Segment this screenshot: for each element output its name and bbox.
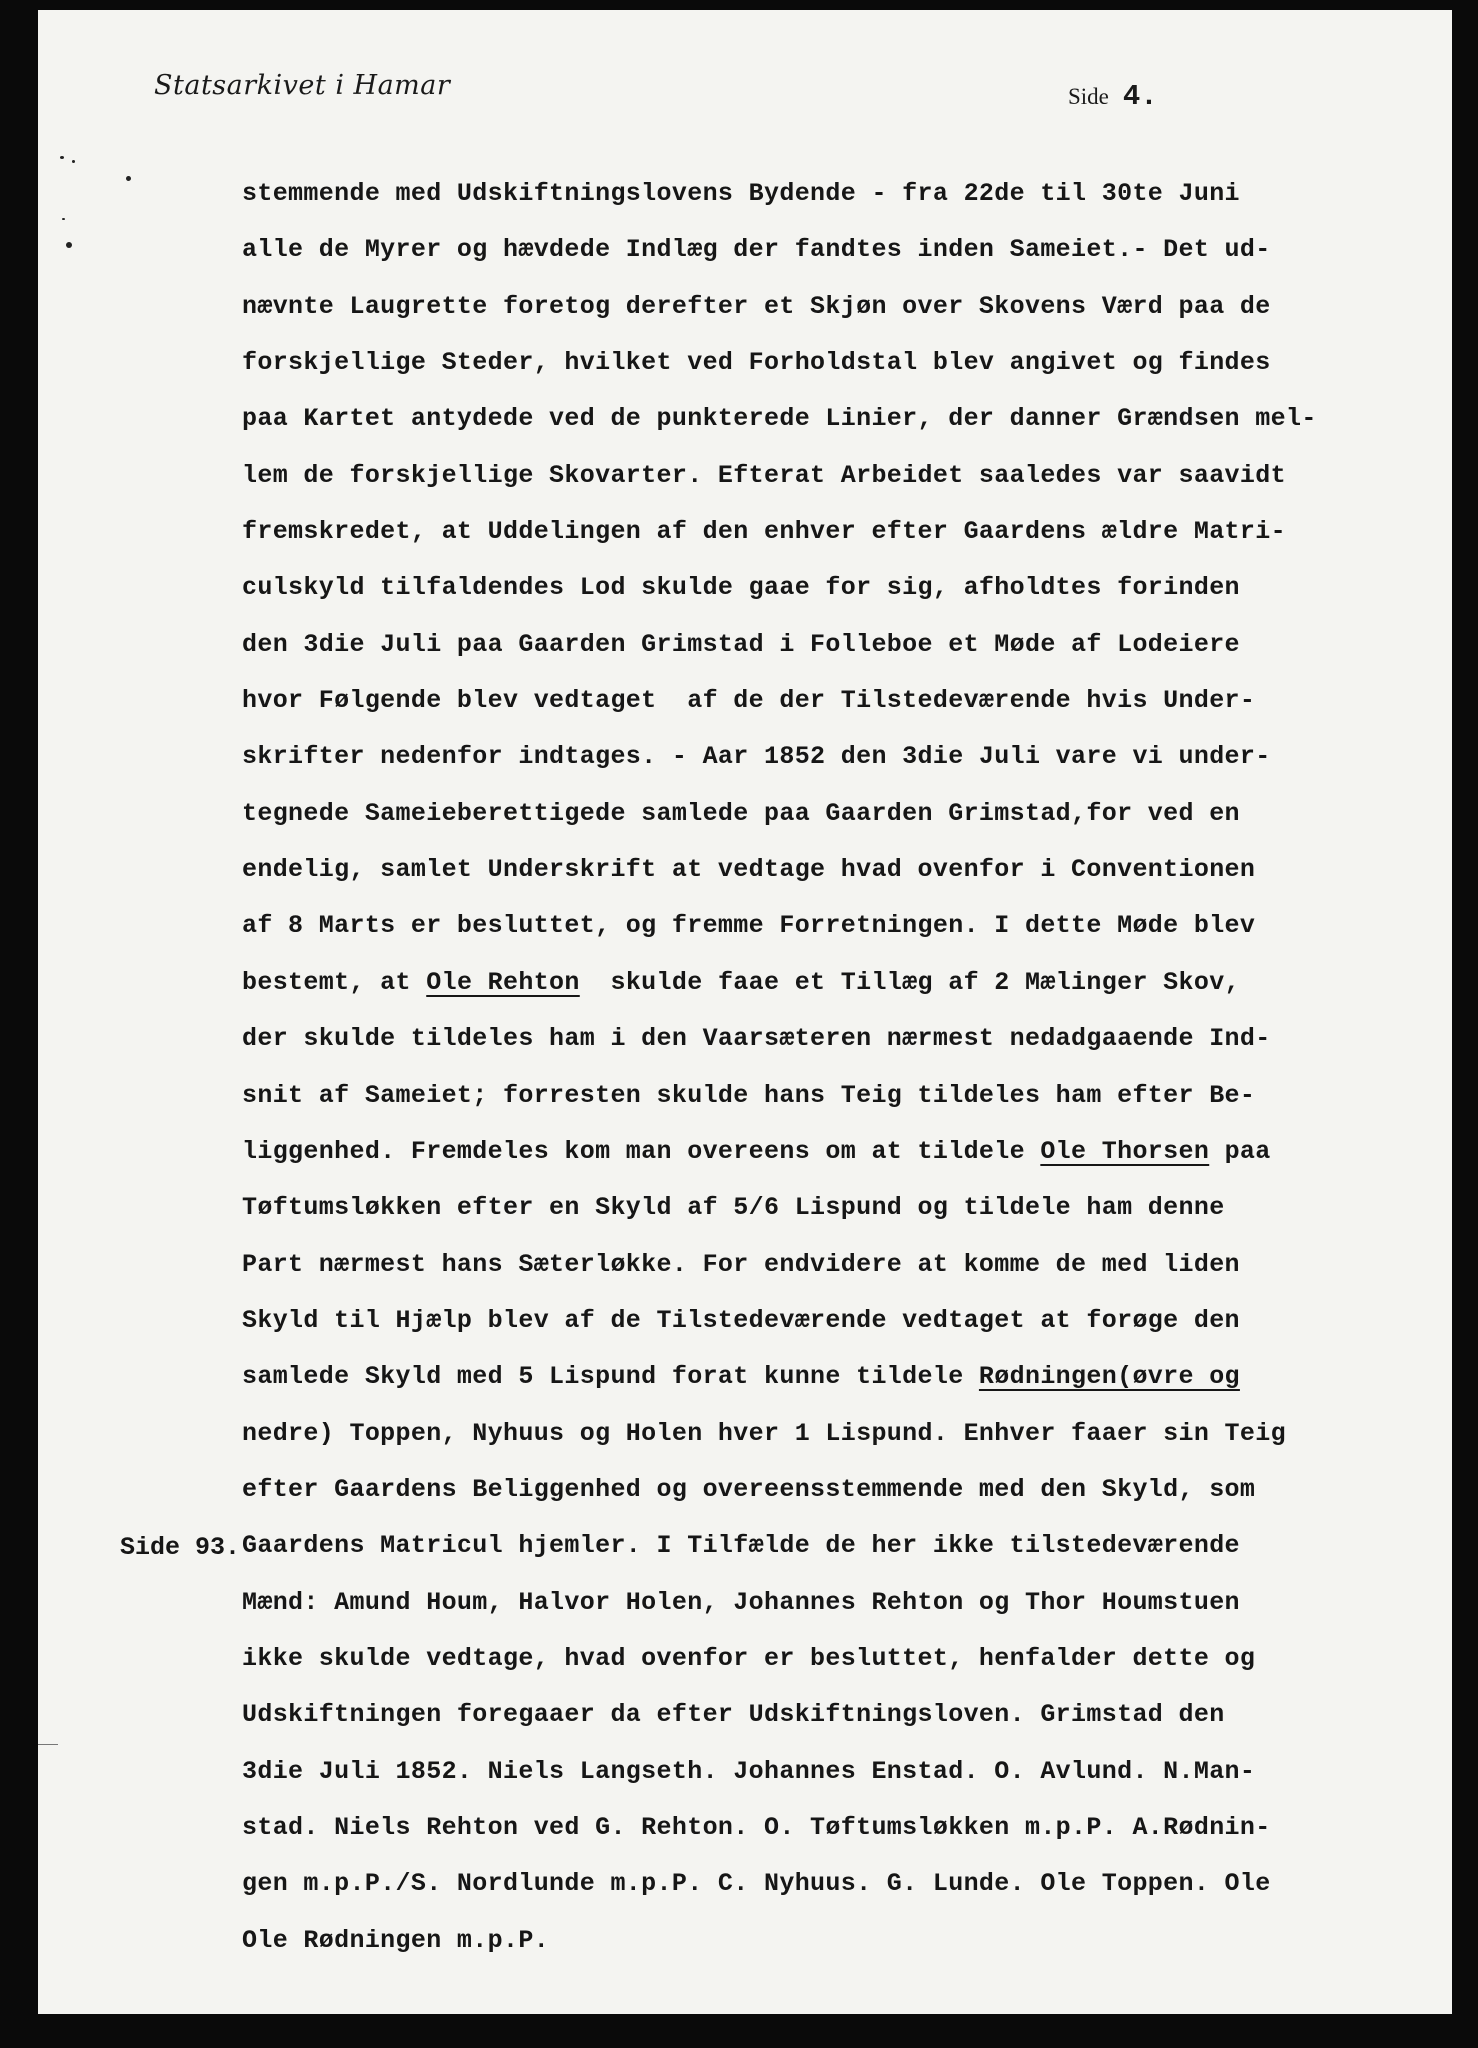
text-line xyxy=(242,1687,1422,1743)
text-line xyxy=(242,1744,1422,1800)
text-line xyxy=(242,1237,1422,1293)
text-line xyxy=(242,1180,1422,1236)
hole-punch-mark xyxy=(72,160,75,163)
text-segment: paa Kartet antydede ved de punkterede Linier, der danner Grændsen mel- xyxy=(242,404,1317,434)
text-line xyxy=(242,898,1422,954)
text-segment: Ole Rødningen m.p.P. xyxy=(242,1925,550,1955)
text-segment: culskyld tilfaldendes Lod skulde gaae for sig, afholdtes forinden xyxy=(242,573,1240,603)
text-line xyxy=(242,1124,1422,1180)
text-segment: nedre) Toppen, Nyhuus og Holen hver 1 Lispund. Enhver faaer sin Teig xyxy=(242,1418,1286,1448)
text-segment: ikke skulde vedtage, hvad ovenfor er besluttet, henfalder dette og xyxy=(242,1643,1256,1673)
text-segment: alle de Myrer og hævdede Indlæg der fandtes inden Sameiet.- Det ud- xyxy=(242,235,1271,265)
hole-punch-mark xyxy=(62,218,65,220)
text-segment: Skyld til Hjælp blev af de Tilstedeværende vedtaget at forøge den xyxy=(242,1305,1240,1335)
text-segment: snit af Sameiet; forresten skulde hans Teig tildeles ham efter Be- xyxy=(242,1080,1256,1110)
text-segment: Udskiftningen foregaaer da efter Udskiftningsloven. Grimstad den xyxy=(242,1700,1225,1730)
text-line xyxy=(242,391,1422,447)
text-line xyxy=(242,1518,1422,1574)
archive-header: Statsarkivet i Hamar xyxy=(154,70,451,101)
text-line xyxy=(242,448,1422,504)
text-segment: Part nærmest hans Sæterløkke. For endvidere at komme de med liden xyxy=(242,1249,1240,1279)
margin-page-reference: Side 93. xyxy=(120,1533,241,1562)
text-segment: lem de forskjellige Skovarter. Efterat Arbeidet saaledes var saavidt xyxy=(242,460,1286,490)
text-segment: stemmende med Udskiftningslovens Bydende - fra 22de til 30te Juni xyxy=(242,179,1240,208)
text-segment: den 3die Juli paa Gaarden Grimstad i Folleboe et Møde af Lodeiere xyxy=(242,629,1240,659)
page-label: Side xyxy=(1068,84,1109,109)
body-text xyxy=(242,166,1422,1969)
text-segment: Gaardens Matricul hjemler. I Tilfælde de her ikke tilstedeværende xyxy=(242,1531,1240,1561)
text-line xyxy=(242,166,1422,222)
edge-mark xyxy=(38,1744,58,1745)
text-segment: af 8 Marts er besluttet, og fremme Forretningen. I dette Møde blev xyxy=(242,911,1256,941)
text-segment: 3die Juli 1852. Niels Langseth. Johannes Enstad. O. Avlund. N.Man- xyxy=(242,1756,1256,1786)
text-line xyxy=(242,504,1422,560)
text-line xyxy=(242,1800,1422,1856)
text-segment: forskjellige Steder, hvilket ved Forholdstal blev angivet og findes xyxy=(242,348,1271,378)
underlined-name: Ole Rehton xyxy=(426,967,580,997)
underlined-name: Ole Thorsen xyxy=(1040,1136,1210,1166)
text-segment: fremskredet, at Uddelingen af den enhver efter Gaardens ældre Matri- xyxy=(242,517,1286,547)
text-line xyxy=(242,1011,1422,1067)
text-line xyxy=(242,729,1422,785)
text-segment: Mænd: Amund Houm, Halvor Holen, Johannes Rehton og Thor Houmstuen xyxy=(242,1587,1240,1617)
text-line xyxy=(242,1575,1422,1631)
text-segment: der skulde tildeles ham i den Vaarsæteren nærmest nedadgaaende Ind- xyxy=(242,1024,1271,1054)
text-segment: paa xyxy=(1209,1136,1271,1166)
text-segment: skrifter nedenfor indtages. - Aar 1852 den 3die Juli vare vi under- xyxy=(242,742,1271,772)
text-line xyxy=(242,1913,1422,1969)
page-number: 4. xyxy=(1122,80,1158,113)
text-segment: efter Gaardens Beliggenhed og overeensstemmende med den Skyld, som xyxy=(242,1474,1256,1504)
hole-punch-mark xyxy=(60,156,64,159)
text-segment: samlede Skyld med 5 Lispund forat kunne tildele xyxy=(242,1362,979,1392)
text-segment: bestemt, at xyxy=(242,967,427,997)
text-line xyxy=(242,955,1422,1011)
text-line xyxy=(242,786,1422,842)
text-line xyxy=(242,279,1422,335)
hole-punch-mark xyxy=(126,176,131,181)
text-segment: hvor Følgende blev vedtaget af de der Tilstedeværende hvis Under- xyxy=(242,686,1256,716)
hole-punch-mark xyxy=(66,242,72,248)
text-line xyxy=(242,1293,1422,1349)
text-line xyxy=(242,1631,1422,1687)
text-line xyxy=(242,560,1422,616)
text-segment: skulde faae et Tillæg af 2 Mælinger Skov, xyxy=(579,967,1240,997)
text-segment: Tøftumsløkken efter en Skyld af 5/6 Lispund og tildele ham denne xyxy=(242,1193,1225,1223)
text-segment: gen m.p.P./S. Nordlunde m.p.P. C. Nyhuus. G. Lunde. Ole Toppen. Ole xyxy=(242,1869,1271,1899)
page-number-header xyxy=(1068,80,1158,113)
text-line xyxy=(242,1462,1422,1518)
text-line xyxy=(242,617,1422,673)
text-segment: nævnte Laugrette foretog derefter et Skjøn over Skovens Værd paa de xyxy=(242,291,1271,321)
text-segment: endelig, samlet Underskrift at vedtage hvad ovenfor i Conventionen xyxy=(242,855,1256,885)
text-line xyxy=(242,1406,1422,1462)
text-line xyxy=(242,335,1422,391)
text-segment: liggenhed. Fremdeles kom man overeens om at tildele xyxy=(242,1136,1041,1166)
text-segment: tegnede Sameieberettigede samlede paa Gaarden Grimstad,for ved en xyxy=(242,798,1240,828)
text-segment: stad. Niels Rehton ved G. Rehton. O. Tøftumsløkken m.p.P. A.Rødnin- xyxy=(242,1812,1271,1842)
text-line xyxy=(242,1068,1422,1124)
text-line xyxy=(242,842,1422,898)
underlined-name: Rødningen(øvre og xyxy=(978,1362,1240,1392)
document-page xyxy=(38,10,1452,2014)
text-line xyxy=(242,222,1422,278)
text-line xyxy=(242,1349,1422,1405)
text-line xyxy=(242,1856,1422,1912)
text-line xyxy=(242,673,1422,729)
